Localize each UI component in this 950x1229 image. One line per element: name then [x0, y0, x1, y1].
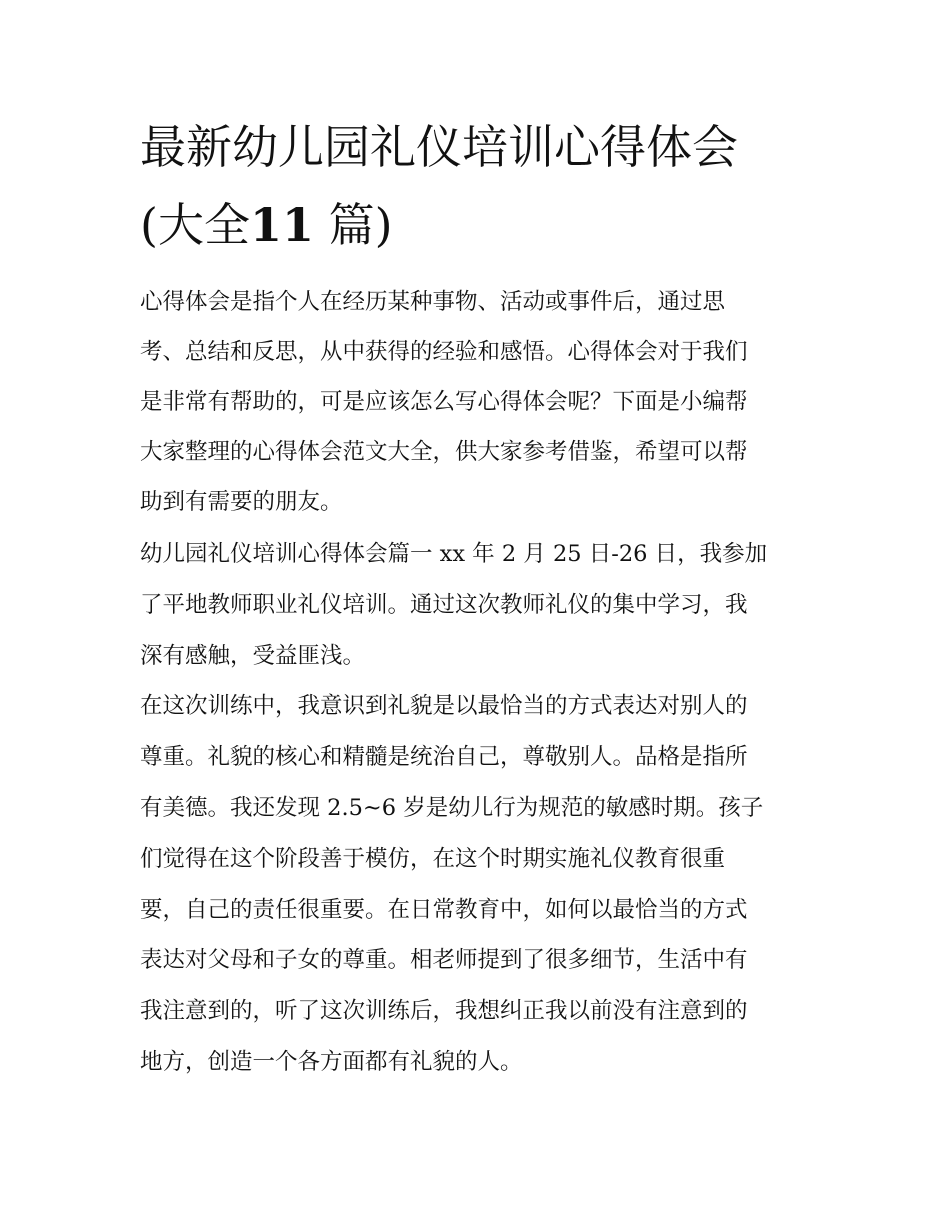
- title-number: 11: [249, 198, 314, 252]
- body-line: 表达对父母和子女的尊重。相老师提到了很多细节，生活中有: [140, 947, 748, 973]
- body-line: 有美德。我还发现 2.5~6 岁是幼儿行为规范的敏感时期。孩子: [140, 795, 764, 821]
- body-line: 要，自己的责任很重要。在日常教育中，如何以最恰当的方式: [140, 897, 748, 923]
- body-line: 们觉得在这个阶段善于模仿，在这个时期实施礼仪教育很重: [140, 846, 726, 872]
- document-title-line-1: [140, 117, 738, 177]
- body-line: 助到有需要的朋友。: [140, 489, 343, 515]
- body-line: 大家整理的心得体会范文大全，供大家参考借鉴，希望可以帮: [140, 439, 748, 465]
- document-title-line-2: [140, 195, 393, 255]
- body-line: 尊重。礼貌的核心和精髓是统治自己，尊敬别人。品格是指所: [140, 744, 748, 770]
- body-line: 心得体会是指个人在经历某种事物、活动或事件后，通过思: [140, 289, 726, 315]
- body-line: 是非常有帮助的，可是应该怎么写心得体会呢？下面是小编帮: [140, 389, 748, 415]
- title-close: 篇): [328, 198, 393, 252]
- body-line: 地方，创造一个各方面都有礼貌的人。: [140, 1049, 523, 1075]
- title-open: (大全: [140, 198, 250, 252]
- body-line: 我注意到的，听了这次训练后，我想纠正我以前没有注意到的: [140, 998, 748, 1024]
- body-line: 深有感触，受益匪浅。: [140, 643, 366, 669]
- body-line: 考、总结和反思，从中获得的经验和感悟。心得体会对于我们: [140, 339, 748, 365]
- title-text-1: 最新幼儿园礼仪培训心得体会: [140, 120, 738, 174]
- body-line: 在这次训练中，我意识到礼貌是以最恰当的方式表达对别人的: [140, 693, 748, 719]
- body-line: 了平地教师职业礼仪培训。通过这次教师礼仪的集中学习，我: [140, 592, 748, 618]
- body-line: 幼儿园礼仪培训心得体会篇一 xx 年 2 月 25 日-26 日，我参加: [140, 541, 768, 567]
